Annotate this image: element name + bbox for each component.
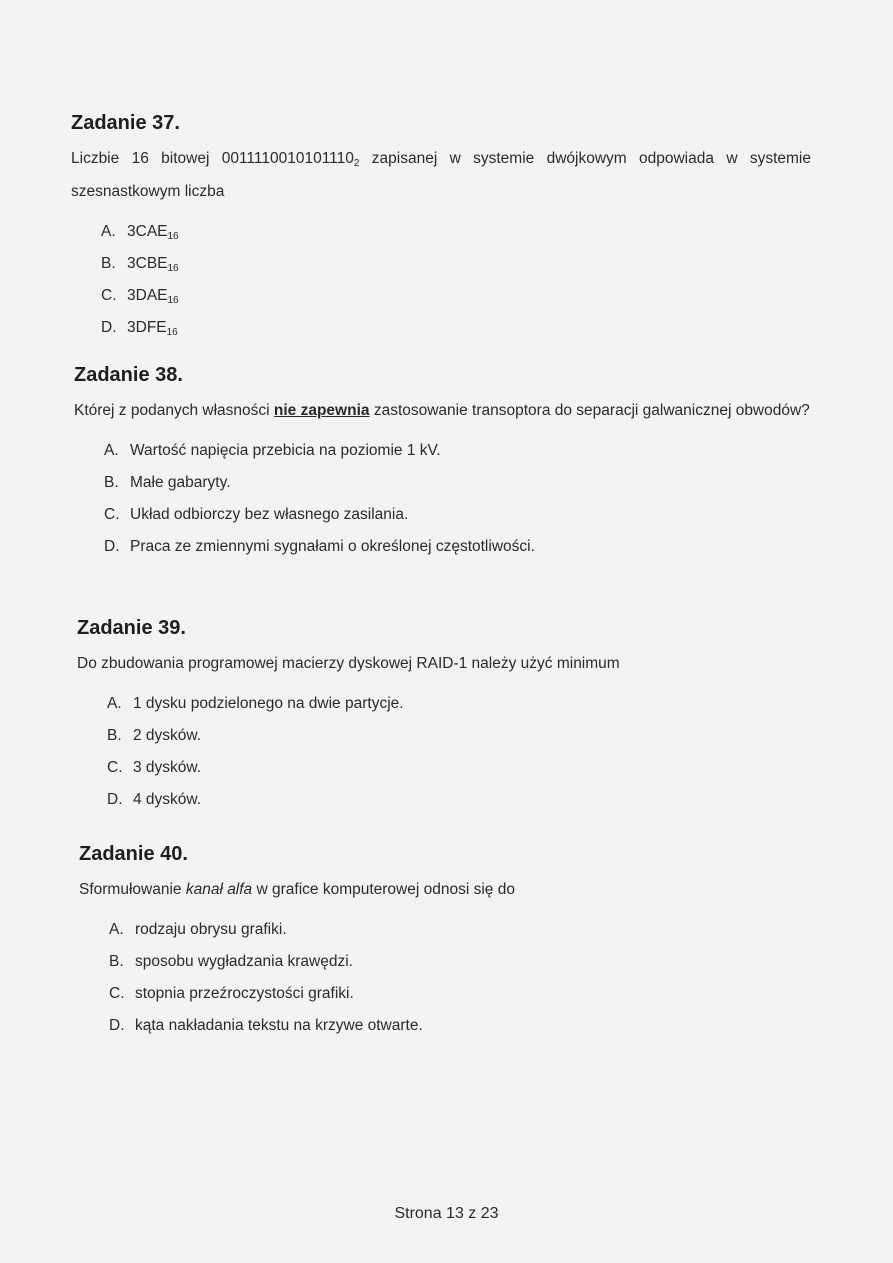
task-38 (74, 364, 814, 563)
option-c: C. Układ odbiorczy bez własnego zasilania. (104, 506, 409, 523)
answer-options (107, 688, 817, 816)
page-number: Strona 13 z 23 (394, 1205, 499, 1222)
option-c: C. $3DAE_{16}$ (101, 287, 179, 306)
option-a: A. 1 dysku podzielonego na dwie partycje. (107, 695, 404, 712)
task-question: Liczbie 16 bitowej $0011110010101110_2$ zapisanej w systemie dwójkowym odpowiada w systemie szesnastkowym liczba (71, 150, 811, 200)
option-d: D. kąta nakładania tekstu na krzywe otwarte. (109, 1017, 423, 1034)
task-37 (71, 112, 811, 344)
task-title: Zadanie 38. (74, 364, 183, 386)
task-question: Sformułowanie kanał alfa w grafice komputerowej odnosi się do (79, 881, 515, 898)
option-b: B. $3CBE_{16}$ (101, 255, 179, 274)
task-title: Zadanie 40. (79, 843, 188, 865)
option-a: A. $3CAE_{16}$ (101, 223, 179, 242)
task-39 (77, 617, 817, 816)
option-b: B. sposobu wygładzania krawędzi. (109, 953, 353, 970)
option-b: B. 2 dysków. (107, 727, 202, 744)
answer-options (104, 435, 814, 563)
answer-options (109, 914, 819, 1042)
option-d: D. Praca ze zmiennymi sygnałami o określonej częstotliwości. (104, 538, 535, 555)
option-d: D. 4 dysków. (107, 791, 202, 808)
task-title: Zadanie 37. (71, 112, 180, 134)
answer-options (101, 216, 811, 344)
option-c: C. 3 dysków. (107, 759, 202, 776)
option-a: A. Wartość napięcia przebicia na poziomie 1 kV. (104, 442, 441, 459)
option-d: D. $3DFE_{16}$ (101, 319, 178, 338)
option-c: C. stopnia przeźroczystości grafiki. (109, 985, 354, 1002)
task-title: Zadanie 39. (77, 617, 186, 639)
task-question: Której z podanych własności nie zapewnia zastosowanie transoptora do separacji galwanicznej obwodów? (74, 402, 810, 419)
option-b: B. Małe gabaryty. (104, 474, 231, 491)
option-a: A. rodzaju obrysu grafiki. (109, 921, 287, 938)
task-question: Do zbudowania programowej macierzy dyskowej RAID-1 należy użyć minimum (77, 655, 620, 672)
task-40 (79, 843, 819, 1042)
